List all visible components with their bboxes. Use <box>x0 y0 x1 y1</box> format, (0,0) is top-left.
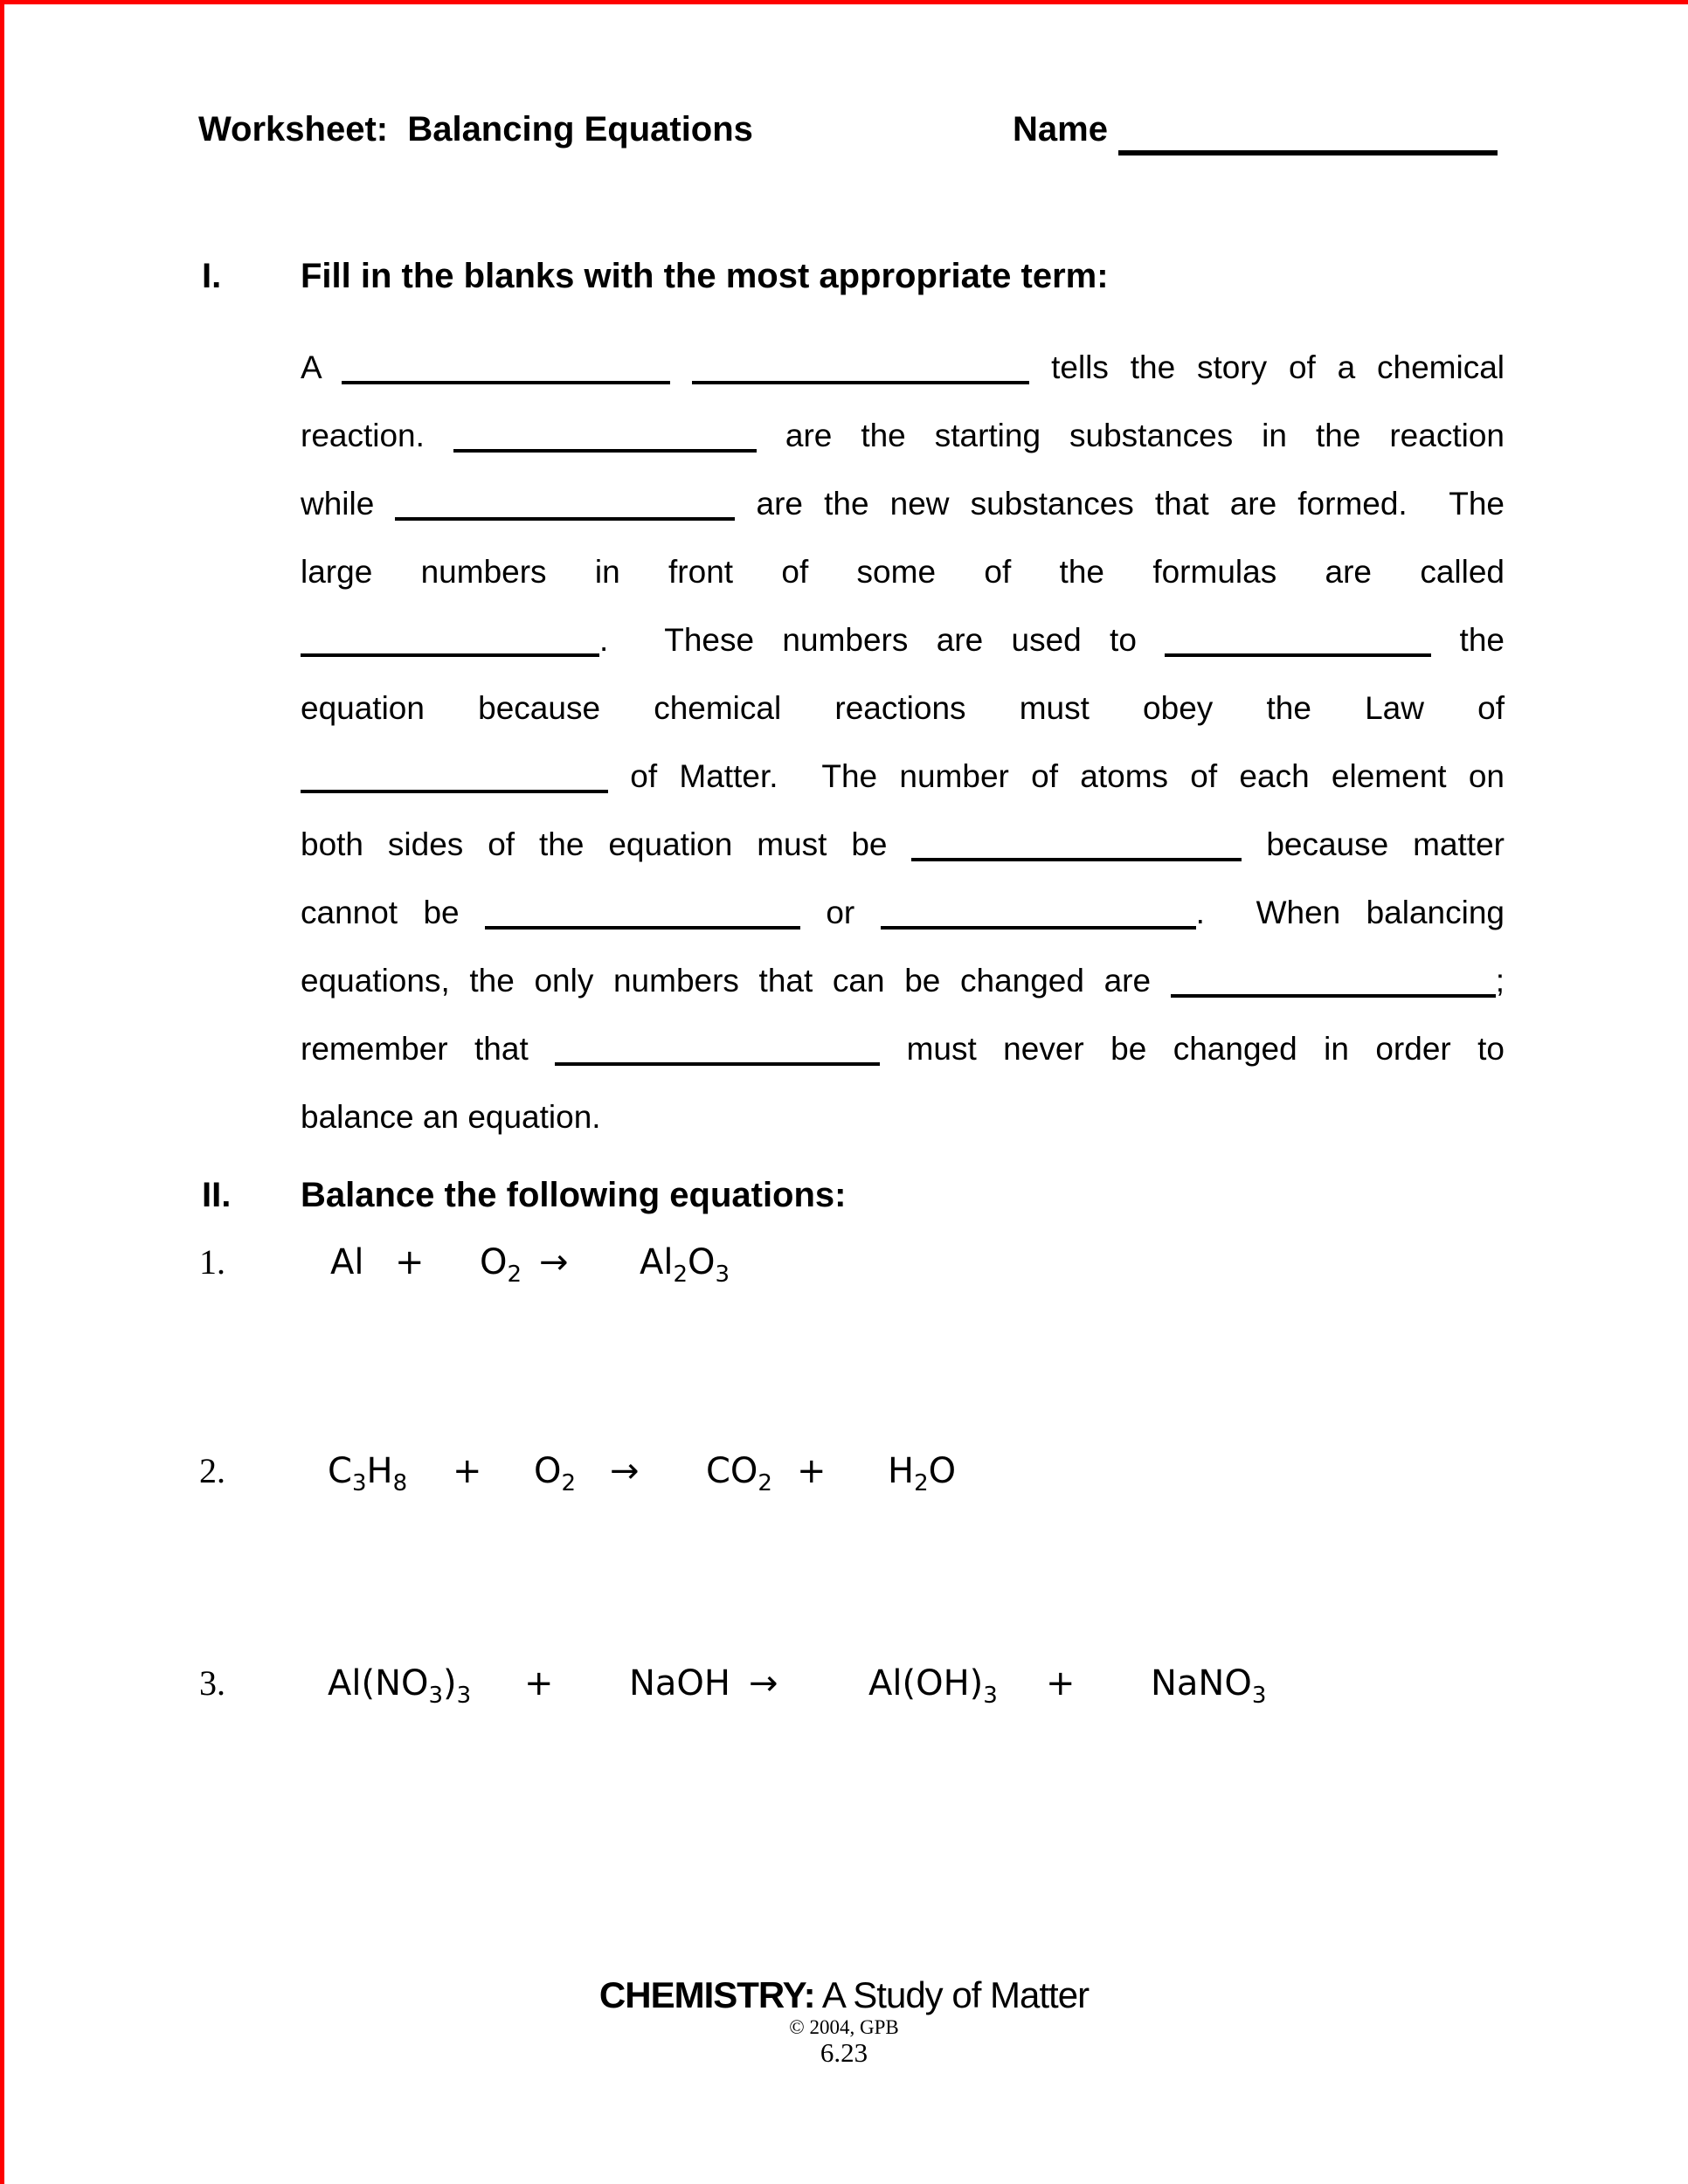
text-run: are the new substances that are formed. The <box>735 486 1505 522</box>
text-run: large numbers in front of some of the formulas are called <box>301 554 1505 590</box>
blank-field <box>555 1040 880 1066</box>
text-run: the <box>1431 622 1505 658</box>
blank-field <box>1165 631 1431 657</box>
text-run: are the starting substances in the reaction <box>756 418 1505 453</box>
para-line-10 <box>301 947 1505 1015</box>
yields-arrow: → <box>610 1451 640 1491</box>
text-run: equations, the only numbers that can be changed are <box>301 963 1171 999</box>
red-border-left <box>0 0 4 2184</box>
section1-heading: Fill in the blanks with the most appropriate term: <box>301 257 1109 295</box>
reactant-o2: $O_2$ <box>534 1451 577 1496</box>
section1-number: I. <box>202 257 222 295</box>
equation-3-number: 3. <box>199 1663 225 1703</box>
text-run: both sides of the equation must be <box>301 826 912 862</box>
reactant-c3h8: $C_3H_8$ <box>328 1451 408 1496</box>
series-title-rest: A Study of Matter <box>814 1974 1090 2015</box>
fill-in-paragraph <box>301 334 1505 1151</box>
para-line-5 <box>301 606 1505 674</box>
para-line-7 <box>301 743 1505 811</box>
red-border-top <box>0 0 1688 4</box>
reactant-al-no3-3: $Al(NO_3)_3$ <box>328 1663 472 1709</box>
text-run: of Matter. The number of atoms of each element on <box>608 758 1505 794</box>
worksheet-title: Worksheet: Balancing Equations <box>198 110 753 149</box>
equation-1-number: 1. <box>199 1242 225 1282</box>
para-line-12 <box>301 1083 1505 1151</box>
text-run: cannot be <box>301 895 485 930</box>
blank-field <box>301 631 599 657</box>
para-line-8 <box>301 811 1505 879</box>
name-label: Name <box>1013 110 1108 149</box>
text-run: tells the story of a chemical <box>1029 349 1505 385</box>
para-line-1 <box>301 334 1505 402</box>
product-al-oh-3: $Al(OH)_3$ <box>868 1663 998 1709</box>
product-co2: $CO_2$ <box>706 1451 772 1496</box>
series-title <box>0 1976 1688 2015</box>
text-run: . These numbers are used to <box>599 622 1166 658</box>
para-line-11 <box>301 1015 1505 1083</box>
blank-field <box>342 358 670 384</box>
plus-sign: + <box>524 1663 554 1704</box>
yields-arrow: → <box>539 1242 569 1282</box>
text-run: reaction. <box>301 418 453 453</box>
equation-2-number: 2. <box>199 1451 225 1490</box>
name-blank-line <box>1118 150 1498 156</box>
blank-field <box>485 903 800 930</box>
blank-field <box>1171 971 1496 998</box>
plus-sign: + <box>395 1242 425 1282</box>
yields-arrow: → <box>749 1663 778 1704</box>
text-run: equation because chemical reactions must obey the Law of <box>301 690 1505 726</box>
blank-field <box>692 358 1029 384</box>
text-run: because matter <box>1242 826 1505 862</box>
blank-field <box>911 835 1242 861</box>
section2-number: II. <box>202 1176 232 1214</box>
equation-1 <box>0 1228 1688 1296</box>
para-line-9 <box>301 879 1505 947</box>
para-line-2 <box>301 402 1505 470</box>
blank-field <box>881 903 1196 930</box>
blank-field <box>301 767 608 793</box>
reactant-al: Al <box>330 1242 364 1282</box>
page-number: 6.23 <box>820 2037 868 2068</box>
product-h2o: $H_2O$ <box>888 1451 957 1496</box>
equation-3 <box>0 1649 1688 1717</box>
text-run: balance an equation. <box>301 1099 601 1135</box>
text-run: or <box>799 895 881 930</box>
plus-sign: + <box>1046 1663 1076 1704</box>
product-al2o3: $Al_2O_3$ <box>640 1242 730 1288</box>
para-line-4 <box>301 538 1505 606</box>
series-title-bold: CHEMISTRY: <box>598 1974 815 2015</box>
para-line-3 <box>301 470 1505 538</box>
reactant-o2: $O_2$ <box>480 1242 522 1288</box>
copyright-line: © 2004, GPB <box>789 2016 899 2038</box>
para-line-6 <box>301 674 1505 743</box>
text-run: must never be changed in order to <box>880 1031 1505 1067</box>
text-run: remember that <box>301 1031 556 1067</box>
plus-sign: + <box>453 1451 482 1491</box>
text-run: A <box>301 349 342 385</box>
section2-heading: Balance the following equations: <box>301 1176 847 1214</box>
plus-sign: + <box>797 1451 827 1491</box>
blank-field <box>395 494 735 521</box>
product-nano3: NaNO$_3$ <box>1151 1663 1267 1709</box>
reactant-naoh: NaOH <box>629 1663 730 1704</box>
text-run: while <box>301 486 396 522</box>
blank-field <box>453 426 757 453</box>
equation-2 <box>0 1437 1688 1505</box>
text-run: ; <box>1495 963 1505 999</box>
text-run: . When balancing <box>1195 895 1505 930</box>
